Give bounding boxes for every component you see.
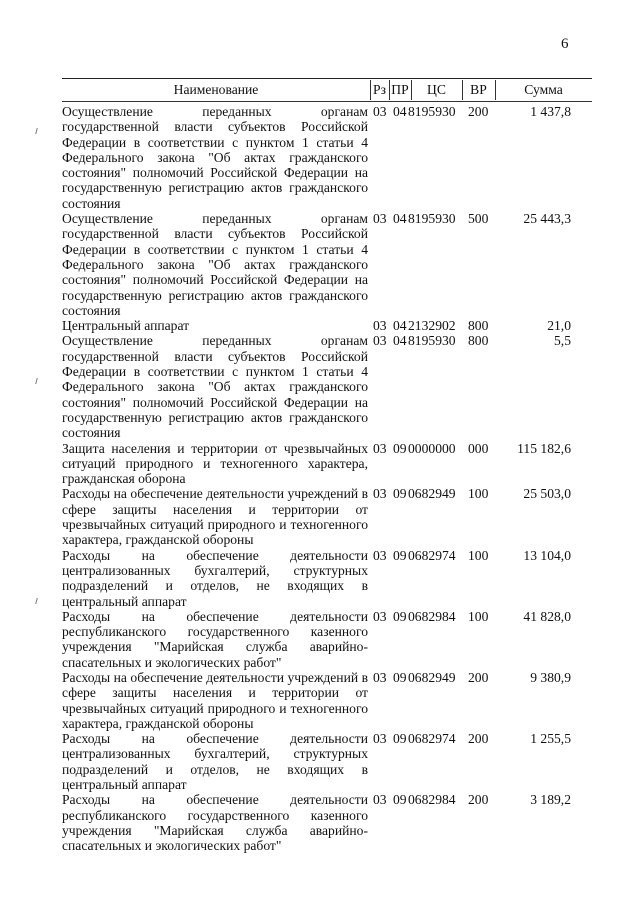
cell-rz: 03 [373, 731, 387, 747]
cell-pr: 09 [393, 440, 407, 456]
row-name-line: Федерального закона "Об актах гражданского [62, 256, 368, 272]
header-name: Наименование [173, 82, 259, 97]
cell-vr: 200 [468, 669, 489, 685]
cell-pr: 09 [393, 486, 407, 502]
cell-vr: 000 [468, 440, 489, 456]
margin-mark [35, 598, 41, 604]
row-name-line: состояния [62, 302, 121, 318]
cell-cs: 0682949 [408, 669, 456, 685]
cell-pr: 09 [393, 731, 407, 747]
header-rz: Рз [373, 82, 386, 97]
row-name-line: государственную регистрацию актов гражданского [62, 287, 368, 303]
row-name-line: спасательных и экологических работ" [62, 838, 282, 854]
cell-vr: 800 [468, 318, 489, 334]
margin-mark [35, 378, 41, 384]
row-name-line: состояния" полномочий Российской Федерации на [62, 394, 368, 410]
row-name-line: Центральный аппарат [62, 318, 190, 334]
row-name-line: государственной власти субъектов Российской [62, 348, 368, 364]
table-row [62, 609, 592, 670]
row-name-line: состояния [62, 195, 121, 211]
row-name-line: Федерального закона "Об актах гражданского [62, 149, 368, 165]
row-name-line: Осуществление переданных органам [62, 211, 368, 227]
table-row [62, 441, 592, 487]
table-row [62, 548, 592, 609]
cell-cs: 0000000 [408, 440, 456, 456]
cell-pr: 09 [393, 669, 407, 685]
row-name-line: спасательных и экологических работ" [62, 654, 282, 670]
row-name-line: Федерации в соответствии с пунктом 1 статьи 4 [62, 134, 368, 150]
row-name-line: центральный аппарат [62, 777, 187, 793]
cell-cs: 0682974 [408, 547, 456, 563]
cell-sum: 25 443,3 [523, 211, 571, 227]
row-name-line: характера, гражданской обороны [62, 532, 254, 548]
cell-sum: 115 182,6 [517, 440, 571, 456]
cell-rz: 03 [373, 547, 387, 563]
row-name-line: сфере защиты населения и территории от [62, 501, 368, 517]
header-cs: ЦС [427, 82, 446, 97]
row-name-line: Расходы на обеспечение деятельности учреждений в [62, 486, 368, 502]
row-name-line: сфере защиты населения и территории от [62, 685, 368, 701]
header-pr: ПР [391, 82, 409, 97]
row-name-line: состояния [62, 425, 121, 441]
cell-rz: 03 [373, 608, 387, 624]
cell-pr: 04 [393, 211, 407, 227]
cell-pr: 09 [393, 547, 407, 563]
cell-rz: 03 [373, 104, 387, 119]
row-name-line: подразделений и отделов, не входящих в [62, 761, 368, 777]
row-name-line: центральный аппарат [62, 593, 187, 609]
row-name-line: состояния" полномочий Российской Федерации на [62, 165, 368, 181]
cell-sum: 41 828,0 [523, 608, 571, 624]
row-name-line: республиканского государственного казенного [62, 624, 368, 640]
cell-rz: 03 [373, 440, 387, 456]
cell-vr: 800 [468, 333, 489, 349]
row-name-line: учреждения "Марийская служба аварийно- [62, 639, 368, 655]
table-header [62, 78, 592, 102]
cell-pr: 04 [393, 104, 407, 119]
table-row [62, 670, 592, 731]
row-name-line: централизованных бухгалтерий, структурных [62, 562, 368, 578]
table-row [62, 731, 592, 792]
cell-vr: 200 [468, 731, 489, 747]
table-row [62, 792, 592, 853]
cell-sum: 3 189,2 [530, 792, 571, 808]
row-name-line: централизованных бухгалтерий, структурных [62, 746, 368, 762]
cell-pr: 09 [393, 792, 407, 808]
table-row [62, 211, 592, 318]
header-vr: ВР [470, 82, 487, 97]
table-body [62, 104, 592, 854]
cell-vr: 100 [468, 486, 489, 502]
row-name-line: Расходы на обеспечение деятельности [62, 547, 368, 563]
cell-rz: 03 [373, 792, 387, 808]
cell-vr: 200 [468, 104, 489, 119]
cell-vr: 100 [468, 608, 489, 624]
cell-pr: 04 [393, 318, 407, 334]
row-name-line: Федерации в соответствии с пунктом 1 статьи 4 [62, 364, 368, 380]
cell-vr: 500 [468, 211, 489, 227]
row-name-line: Осуществление переданных органам [62, 333, 368, 349]
cell-sum: 25 503,0 [523, 486, 571, 502]
row-name-line: чрезвычайных ситуаций природного и техногенного [62, 700, 368, 716]
table-row [62, 104, 592, 211]
row-name-line: государственной власти субъектов Российской [62, 119, 368, 135]
cell-sum: 5,5 [554, 333, 571, 349]
cell-cs: 0682984 [408, 792, 456, 808]
row-name-line: Защита населения и территории от чрезвычайных [62, 440, 368, 456]
table-row [62, 486, 592, 547]
row-name-line: Расходы на обеспечение деятельности учреждений в [62, 669, 368, 685]
cell-sum: 1 437,8 [530, 104, 571, 119]
cell-cs: 8195930 [408, 211, 456, 227]
cell-cs: 8195930 [408, 104, 456, 119]
row-name-line: республиканского государственного казенного [62, 807, 368, 823]
cell-cs: 2132902 [408, 318, 456, 334]
row-name-line: Расходы на обеспечение деятельности [62, 792, 368, 808]
row-name-line: Федерального закона "Об актах гражданского [62, 379, 368, 395]
row-name-line: учреждения "Марийская служба аварийно- [62, 822, 368, 838]
table-row [62, 318, 592, 333]
cell-rz: 03 [373, 318, 387, 334]
row-name-line: Осуществление переданных органам [62, 104, 368, 119]
cell-sum: 1 255,5 [530, 731, 571, 747]
row-name-line: государственную регистрацию актов гражданского [62, 180, 368, 196]
cell-cs: 0682949 [408, 486, 456, 502]
cell-pr: 04 [393, 333, 407, 349]
cell-rz: 03 [373, 486, 387, 502]
cell-cs: 0682984 [408, 608, 456, 624]
cell-sum: 9 380,9 [530, 669, 571, 685]
cell-rz: 03 [373, 669, 387, 685]
table-row [62, 333, 592, 440]
cell-vr: 200 [468, 792, 489, 808]
row-name-line: государственную регистрацию актов гражданского [62, 409, 368, 425]
cell-rz: 03 [373, 211, 387, 227]
cell-cs: 0682974 [408, 731, 456, 747]
cell-vr: 100 [468, 547, 489, 563]
row-name-line: чрезвычайных ситуаций природного и техногенного [62, 517, 368, 533]
cell-sum: 13 104,0 [523, 547, 571, 563]
margin-mark [35, 128, 41, 134]
cell-rz: 03 [373, 333, 387, 349]
row-name-line: государственной власти субъектов Российской [62, 226, 368, 242]
row-name-line: Расходы на обеспечение деятельности [62, 608, 368, 624]
header-sum: Сумма [524, 82, 563, 97]
row-name-line: подразделений и отделов, не входящих в [62, 578, 368, 594]
cell-sum: 21,0 [547, 318, 571, 334]
cell-cs: 8195930 [408, 333, 456, 349]
row-name-line: гражданская оборона [62, 471, 186, 487]
row-name-line: ситуаций природного и техногенного характера, [62, 455, 368, 471]
cell-pr: 09 [393, 608, 407, 624]
page-number: 6 [561, 36, 569, 52]
row-name-line: состояния" полномочий Российской Федерации на [62, 272, 368, 288]
row-name-line: характера, гражданской обороны [62, 715, 254, 731]
row-name-line: Расходы на обеспечение деятельности [62, 731, 368, 747]
row-name-line: Федерации в соответствии с пунктом 1 статьи 4 [62, 241, 368, 257]
